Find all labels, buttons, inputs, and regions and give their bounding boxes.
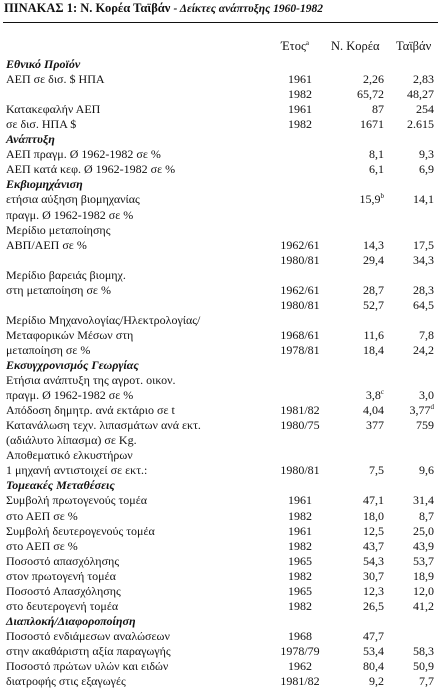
section-label [6,132,55,147]
row-label [6,147,161,162]
korea-cell-text: 14,3 [363,237,384,252]
row-label-text: στο ΑΕΠ σε % [6,508,78,523]
taiwan-cell-text: 2.615 [407,117,434,132]
year-cell [278,72,322,87]
row-label [6,674,126,689]
row-label-text: Κατακεφαλήν ΑΕΠ [6,102,101,117]
taiwan-cell-text: 2,83 [413,72,434,87]
taiwan-cell-text: 64,5 [413,297,434,312]
year-cell [278,117,322,132]
row-label [6,283,111,298]
taiwan-cell [390,162,434,177]
year-cell-text: 1982 [288,538,312,553]
table-row [0,524,441,539]
year-cell [278,659,322,674]
table-title-main: ΠΙΝΑΚΑΣ 1: Ν. Κορέα Ταϊβάν [4,1,171,15]
table-row [0,418,441,433]
row-label-text: μεταποίηση σε % [6,342,91,357]
year-cell [278,253,322,268]
year-cell [278,569,322,584]
row-label-text: Μερίδιο Μηχανολογίας/Ηλεκτρολογίας/ [6,312,201,327]
table-row [0,343,441,358]
section-header-row [0,358,441,373]
row-label [6,629,170,644]
row-label [6,509,78,524]
year-cell [278,644,322,659]
korea-cell [340,162,384,177]
taiwan-cell [390,493,434,508]
taiwan-cell [390,463,434,478]
korea-cell-text: 3,8 [365,388,381,403]
row-label [6,599,118,614]
taiwan-cell [390,554,434,569]
year-cell-text: 1968/61 [280,327,320,342]
taiwan-cell-text: 48,27 [407,87,434,102]
year-cell-text: 1961 [288,102,312,117]
korea-cell-text: 18,4 [363,342,384,357]
year-cell-text: 1982 [288,598,312,613]
korea-cell [340,644,384,659]
korea-cell-text: 53,4 [363,643,384,658]
korea-cell-text: 12,3 [363,583,384,598]
header-year-label: Έτος [281,39,306,53]
taiwan-cell [390,644,434,659]
table-row [0,223,441,238]
korea-cell [340,192,384,207]
year-cell-text: 1962/61 [280,282,320,297]
row-label [6,313,200,328]
taiwan-cell-text: 24,2 [413,342,434,357]
taiwan-cell [390,192,434,207]
table-row [0,192,441,207]
table-row [0,388,441,403]
row-label-text: διατροφής στις εξαγωγές [6,674,126,689]
korea-cell-text: 30,7 [363,568,384,583]
taiwan-cell [390,147,434,162]
taiwan-cell-text: 58,3 [413,643,434,658]
taiwan-cell [390,253,434,268]
taiwan-cell-text: 9,3 [419,147,434,162]
korea-cell-text: 8,1 [369,147,384,162]
row-label-text: στο δευτερογενή τομέα [6,598,119,613]
row-label [6,433,137,448]
table-row [0,463,441,478]
year-cell-text: 1981/82 [280,674,320,689]
row-label [6,554,119,569]
taiwan-cell [390,584,434,599]
korea-cell [340,524,384,539]
year-cell [278,238,322,253]
row-label [6,448,133,463]
section-label-text: Εθνικό Προϊόν [6,57,81,71]
korea-cell [340,418,384,433]
row-label [6,569,116,584]
taiwan-cell-text: 759 [416,418,434,433]
year-cell-text: 1961 [288,72,312,87]
taiwan-cell [390,102,434,117]
korea-cell-text: 7,5 [369,463,384,478]
row-label-text: Συμβολή πρωτογενούς τομέα [6,493,148,508]
taiwan-cell-text: 9,6 [419,463,434,478]
taiwan-cell [390,72,434,87]
taiwan-cell-text: 50,9 [413,659,434,673]
korea-cell [340,463,384,478]
year-cell-text: 1965 [288,553,312,568]
table-row [0,554,441,569]
korea-cell-footnote: b [380,192,384,201]
korea-cell-text: 18,0 [363,508,384,523]
row-label [6,162,175,177]
taiwan-cell [390,674,434,689]
table-row [0,268,441,283]
korea-cell [340,72,384,87]
table-row [0,629,441,644]
row-label-text: Κατανάλωση τεχν. λιπασμάτων ανά εκτ. [6,418,201,433]
table-row [0,569,441,584]
row-label [6,102,100,117]
year-cell [278,87,322,102]
row-label [6,238,87,253]
year-cell [278,283,322,298]
taiwan-cell-text: 3,77 [409,403,431,418]
year-cell [278,599,322,614]
korea-cell [340,238,384,253]
year-cell [278,539,322,554]
korea-cell [340,328,384,343]
row-label [6,584,121,599]
row-label [6,644,171,659]
korea-cell-text: 29,4 [363,252,384,267]
section-label-text: Τομεακές Μεταθέσεις [6,478,115,493]
year-cell [278,418,322,433]
table-row [0,102,441,117]
row-label-text: ετήσια αύξηση βιομηχανίας [6,192,140,207]
korea-cell [340,599,384,614]
row-label-text: Απόδοση δημητρ. ανά εκτάριο σε t [6,403,175,418]
row-label-text: Μερίδιο μεταποίησης [6,222,111,237]
korea-cell [340,283,384,298]
section-label-text: Εκσυγχρονισμός Γεωργίας [6,358,139,372]
year-cell [278,463,322,478]
year-cell-text: 1978/81 [280,342,320,357]
row-label-text: πραγμ. Ø 1962-1982 σε % [6,207,134,222]
table-row [0,298,441,313]
korea-cell [340,253,384,268]
row-label [6,373,176,388]
year-cell [278,629,322,644]
korea-cell-text: 2,26 [363,72,384,87]
taiwan-cell [390,524,434,539]
korea-cell [340,493,384,508]
year-cell [278,509,322,524]
table-row [0,117,441,132]
year-cell [278,674,322,689]
table-row [0,599,441,614]
row-label-text: (αδιάλυτο λίπασμα) σε Kg. [6,433,137,448]
section-label [6,478,115,493]
row-label-text: στη μεταποίηση σε % [6,282,111,297]
row-label-text: Συμβολή δευτερογενούς τομέα [6,523,155,538]
korea-cell [340,403,384,418]
korea-cell [340,569,384,584]
year-cell-text: 1982 [288,508,312,523]
taiwan-cell [390,328,434,343]
row-label-text: Μερίδιο βαρειάς βιομηχ. [6,267,126,282]
row-label [6,539,78,554]
table-row [0,328,441,343]
table-row [0,72,441,87]
row-label [6,192,140,207]
year-cell-text: 1982 [288,87,312,102]
year-cell [278,493,322,508]
korea-cell [340,629,384,644]
taiwan-cell-text: 41,2 [413,598,434,613]
year-cell [278,524,322,539]
taiwan-cell-text: 7,8 [419,327,434,342]
taiwan-cell-text: 6,9 [419,162,434,177]
korea-cell-text: 28,7 [363,282,384,297]
section-header-row [0,177,441,192]
row-label [6,403,175,418]
row-label [6,388,133,403]
table-row [0,147,441,162]
korea-cell-text: 377 [366,418,384,433]
taiwan-cell-text: 17,5 [413,237,434,252]
korea-cell [340,584,384,599]
taiwan-cell [390,659,434,674]
table-row [0,373,441,388]
korea-cell [340,659,384,674]
year-cell-text: 1965 [288,583,312,598]
year-cell-text: 1962 [288,659,312,673]
year-cell-text: 1982 [288,568,312,583]
taiwan-cell [390,418,434,433]
korea-cell-text: 26,5 [363,598,384,613]
taiwan-cell-footnote: d [430,403,434,412]
table-row [0,162,441,177]
year-cell-text: 1982 [288,117,312,132]
section-label [6,358,139,373]
section-label [6,177,83,192]
korea-cell-text: 87 [372,102,384,117]
taiwan-cell [390,117,434,132]
korea-cell [340,554,384,569]
table-row [0,448,441,463]
taiwan-cell-text: 7,7 [419,674,434,689]
year-cell-text: 1980/81 [280,297,320,312]
taiwan-cell-text: 31,4 [413,493,434,508]
taiwan-cell [390,343,434,358]
row-label-text: 1 μηχανή αντιστοιχεί σε εκτ.: [6,463,148,478]
korea-cell-text: 9,2 [369,674,384,689]
year-cell-text: 1962/61 [280,237,320,252]
year-cell-text: 1978/79 [280,643,320,658]
year-cell [278,554,322,569]
section-label-text: Εκβιομηχάνιση [6,177,83,192]
row-label [6,418,201,433]
korea-cell-text: 12,5 [363,523,384,538]
taiwan-cell-text: 28,3 [413,282,434,297]
taiwan-cell [390,238,434,253]
year-cell [278,403,322,418]
row-label-text: Ποσοστό πρώτων υλών και ειδών [6,659,169,673]
korea-cell-text: 15,9 [359,192,381,207]
header-korea: Ν. Κορέα [331,39,380,53]
table-row [0,584,441,599]
table-row [0,283,441,298]
row-label-text: στο ΑΕΠ σε % [6,538,78,553]
korea-cell-text: 6,1 [369,162,384,177]
table-row [0,433,441,448]
row-label-text: ΑΕΠ πραγμ. Ø 1962-1982 σε % [6,147,161,162]
korea-cell-text: 1671 [360,117,384,132]
table-row [0,644,441,659]
taiwan-cell-text: 254 [416,102,434,117]
header-year-sup: a [305,38,310,47]
year-cell [278,328,322,343]
taiwan-cell [390,388,434,403]
table-row [0,87,441,102]
korea-cell-text: 65,72 [357,87,384,102]
year-cell [278,298,322,313]
row-label-text: στον πρωτογενή τομέα [6,568,116,583]
korea-cell [340,674,384,689]
row-label-text: στην ακαθάριστη αξία παραγωγής [6,643,171,658]
table-row [0,253,441,268]
taiwan-cell-text: 14,1 [413,192,434,207]
row-label-text: πραγμ. Ø 1962-1982 σε % [6,388,134,403]
header-taiwan: Ταϊβάν [396,39,432,53]
row-label-text: ΑΕΠ κατά κεφ. Ø 1962-1982 σε % [6,162,176,177]
section-header-row [0,478,441,493]
row-label [6,117,76,132]
section-header-row [0,614,441,629]
table-row [0,313,441,328]
section-label-text: Ανάπτυξη [6,132,55,147]
year-cell [278,584,322,599]
section-header-row [0,57,441,72]
year-cell-text: 1981/82 [280,403,320,418]
taiwan-cell-text: 53,7 [413,553,434,568]
taiwan-cell [390,539,434,554]
year-cell-text: 1961 [288,493,312,508]
korea-cell [340,117,384,132]
taiwan-cell [390,87,434,102]
korea-cell [340,102,384,117]
row-label [6,524,155,539]
row-label [6,223,110,238]
korea-cell [340,343,384,358]
row-label [6,268,126,283]
table-title [4,1,323,16]
row-label [6,343,90,358]
korea-cell [340,147,384,162]
korea-cell-text: 52,7 [363,297,384,312]
row-label [6,208,133,223]
table-row [0,509,441,524]
korea-cell [340,509,384,524]
row-label [6,463,147,478]
row-label-text: ΑΕΠ σε δισ. $ ΗΠΑ [6,72,105,87]
taiwan-cell-text: 18,9 [413,568,434,583]
year-cell [278,343,322,358]
row-label-text: Ετήσια ανάπτυξη της αγροτ. οικον. [6,373,176,388]
korea-cell-text: 54,3 [363,553,384,568]
taiwan-cell [390,403,434,418]
taiwan-cell-text: 3,0 [419,388,434,403]
taiwan-cell [390,298,434,313]
row-label-text: Ποσοστό ενδιάμεσων αναλώσεων [6,628,170,643]
row-label [6,328,133,343]
korea-cell-text: 11,6 [363,327,384,342]
korea-cell-text: 47,7 [363,628,384,643]
taiwan-cell-text: 25,0 [413,523,434,538]
row-label [6,659,168,674]
korea-cell [340,87,384,102]
header-year [281,39,309,54]
year-cell-text: 1980/81 [280,252,320,267]
taiwan-cell [390,509,434,524]
table-row [0,659,441,674]
row-label-text: ΑΒΠ/ΑΕΠ σε % [6,237,87,252]
row-label [6,72,105,87]
korea-cell-text: 47,1 [363,493,384,508]
korea-cell-footnote: c [380,388,384,397]
top-rule [3,22,438,23]
korea-cell [340,388,384,403]
row-label-text: σε δισ. ΗΠΑ $ [6,117,77,132]
year-cell-text: 1980/81 [280,463,320,478]
row-label-text: Ποσοστό απασχόλησης [6,553,120,568]
section-label [6,57,80,72]
table-title-sub: - Δείκτες ανάπτυξης 1960-1982 [173,3,323,15]
taiwan-cell [390,283,434,298]
row-label-text: Ποσοστό Απασχόλησης [6,583,121,598]
taiwan-cell [390,569,434,584]
section-header-row [0,132,441,147]
taiwan-cell [390,599,434,614]
taiwan-cell-text: 8,7 [419,508,434,523]
year-cell-text: 1968 [288,628,312,643]
table-row [0,539,441,554]
korea-cell-text: 80,4 [363,659,384,673]
row-label [6,493,147,508]
table-row [0,208,441,223]
row-label-text: Αποθεματικό ελκυστήρων [6,448,133,463]
taiwan-cell-text: 43,9 [413,538,434,553]
year-cell-text: 1961 [288,523,312,538]
row-label-text: Μεταφορικών Μέσων στη [6,327,134,342]
korea-cell [340,539,384,554]
taiwan-cell-text: 34,3 [413,252,434,267]
section-label [6,614,136,629]
korea-cell-text: 4,04 [363,403,384,418]
year-cell [278,102,322,117]
table-row [0,403,441,418]
year-cell-text: 1980/75 [280,418,320,433]
section-label-text: Διαπλοκή/Διαφοροποίηση [6,613,136,628]
table-row [0,674,441,689]
korea-cell-text: 43,7 [363,538,384,553]
taiwan-cell-text: 12,0 [413,583,434,598]
korea-cell [340,298,384,313]
table-row [0,493,441,508]
table-row [0,238,441,253]
